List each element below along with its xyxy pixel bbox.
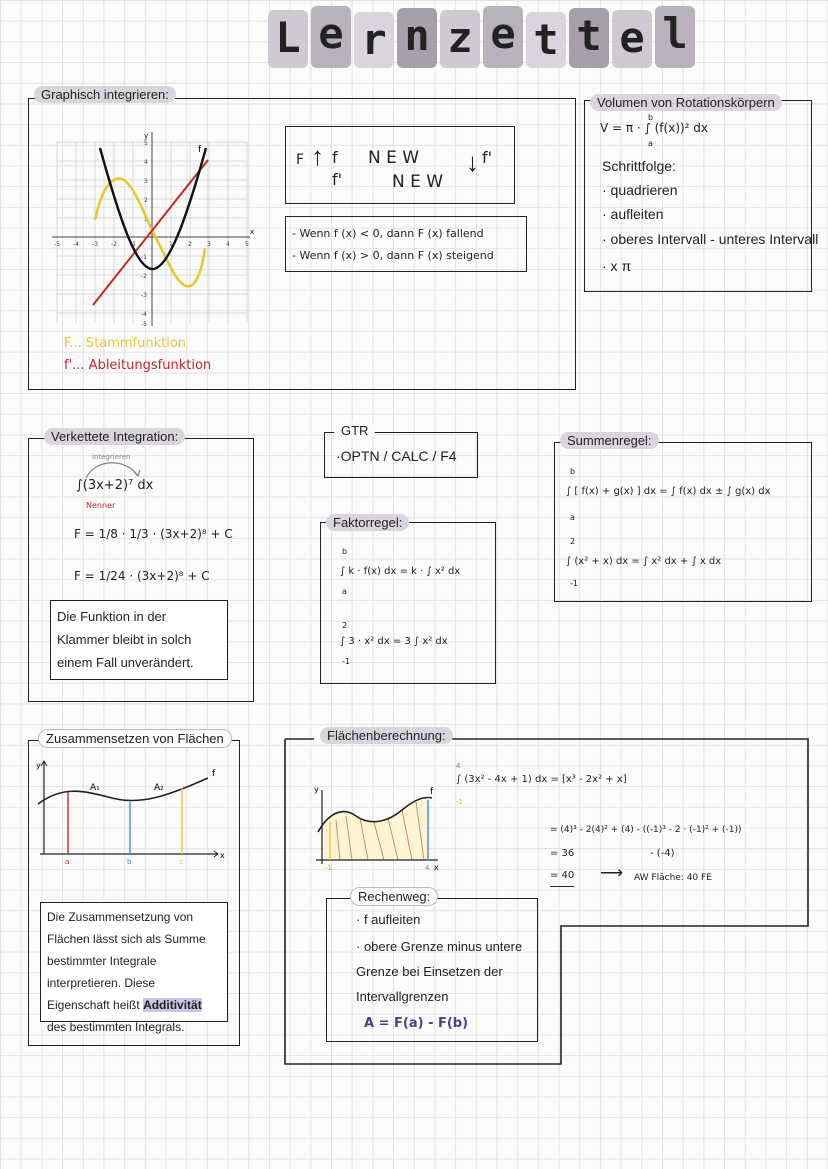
note-text-1: Die Zusammensetzung von Flächen lässt sich als Summe bestimmter Integrale interpretieren. Diese Eigenschaft heißt <box>47 910 206 1012</box>
page-title <box>268 6 695 68</box>
compose-x-label: x <box>220 851 225 860</box>
note-text-2: des bestimmten Integrals. <box>47 1020 185 1034</box>
gtr-text: ·OPTN / CALC / F4 <box>336 448 457 464</box>
new-word-2: N E W <box>392 172 444 192</box>
arrow-up-icon: ↑ <box>311 141 324 171</box>
calc-upper-label: 4 <box>425 864 430 872</box>
x-tick: -5 <box>54 241 60 248</box>
title-letter: e <box>483 6 523 68</box>
calc-integral-upper: 4 <box>456 762 461 770</box>
title-letter: l <box>655 6 695 68</box>
y-axis-label: y <box>144 132 149 140</box>
volume-step: · oberes Intervall - unteres Intervall <box>602 231 819 247</box>
note-highlight: Additivität <box>143 998 202 1012</box>
calc-y-label: y <box>314 785 319 794</box>
function-graph <box>50 130 268 330</box>
x-tick: -2 <box>111 241 117 248</box>
x-tick: -3 <box>92 241 98 248</box>
area-calc-label: Flächenberechnung: <box>320 727 453 744</box>
calc-eval-2a: = 36 <box>550 848 575 859</box>
x-tick: 1 <box>169 241 173 248</box>
chain-line-2: F = 1/24 · (3x+2)⁸ + C <box>74 569 210 583</box>
sum-bound-upper-1: b <box>570 467 576 476</box>
gtr-label: GTR <box>334 422 375 439</box>
volume-section-label: Volumen von Rotationskörpern <box>590 94 782 111</box>
volume-bound-upper: b <box>648 113 654 122</box>
sum-bound-upper-2: 2 <box>570 537 576 546</box>
x-tick: 2 <box>188 241 192 248</box>
arrow-down-icon: ↓ <box>466 147 479 177</box>
y-tick: -5 <box>141 321 147 328</box>
chain-section-label: Verkettete Integration: <box>44 428 185 445</box>
volume-formula: V = π · ∫ (f(x))² dx <box>600 121 709 135</box>
sum-line-1: ∫ [ f(x) + g(x) ] dx = ∫ f(x) dx ± ∫ g(x) dx <box>566 486 771 497</box>
new-word-1: N E W <box>368 148 420 168</box>
calc-integral: ∫ (3x² - 4x + 1) dx = [x³ - 2x² + x] <box>456 774 627 785</box>
calc-eval-3: = 40 <box>550 866 574 887</box>
sum-bound-lower-2: -1 <box>570 579 578 588</box>
compose-a2-label: A₂ <box>154 783 164 793</box>
volume-step: · x π <box>602 258 632 274</box>
y-tick: -2 <box>141 273 147 280</box>
chain-arc-label: integrieren <box>92 453 131 461</box>
rule-fallend: - Wenn f (x) < 0, dann F (x) fallend <box>292 227 484 240</box>
title-letter: t <box>569 8 609 68</box>
factor-line-1: ∫ k · f(x) dx = k · ∫ x² dx <box>340 566 461 577</box>
legend-stammfunktion: F... Stammfunktion <box>64 336 187 351</box>
sum-bound-lower-1: a <box>570 513 575 522</box>
y-tick: 2 <box>144 197 148 204</box>
title-letter: e <box>612 10 652 68</box>
calc-x-label: x <box>434 863 439 872</box>
x-axis-label: x <box>250 228 255 236</box>
new-fprime-label: f' <box>332 170 343 189</box>
y-tick: 3 <box>144 178 148 185</box>
new-f-label: f <box>332 148 338 167</box>
legend-ableitungsfunktion: f'... Ableitungsfunktion <box>64 358 212 373</box>
factor-bound-upper-1: b <box>342 547 348 556</box>
rechenweg-step: · f aufleiten <box>356 912 421 927</box>
x-tick: 5 <box>245 241 249 248</box>
x-tick: -1 <box>130 241 136 248</box>
factor-bound-upper-2: 2 <box>342 621 348 630</box>
volume-step: · aufleiten <box>602 206 664 222</box>
calc-eval-1: = (4)³ - 2(4)² + (4) - ((-1)³ - 2 · (-1)² + (-1)) <box>550 825 742 835</box>
calc-curve-label: f <box>430 787 434 797</box>
area-compose-label: Zusammensetzen von Flächen <box>38 729 232 748</box>
compose-pt-a: a <box>65 858 70 866</box>
y-tick: 4 <box>144 159 148 166</box>
calc-eval-2b: - (-4) <box>650 848 675 859</box>
compose-pt-c: c <box>179 858 183 866</box>
volume-steps-title: Schrittfolge: <box>602 158 676 174</box>
calc-answer: AW Fläche: 40 FE <box>634 873 712 883</box>
chain-bottom-label: Nenner <box>86 501 116 510</box>
arrow-right-icon: ⟶ <box>600 865 623 882</box>
rechenweg-label: Rechenweg: <box>350 887 438 906</box>
calc-integral-lower: -1 <box>456 798 463 806</box>
chain-note: Die Funktion in der Klammer bleibt in solch einem Fall unverändert. <box>50 600 228 680</box>
new-F-label: F <box>296 152 305 168</box>
compose-pt-b: b <box>127 858 132 866</box>
title-letter: e <box>311 6 351 68</box>
y-tick: -4 <box>141 311 147 318</box>
title-letter: n <box>397 8 437 68</box>
volume-step: · quadrieren <box>602 182 678 198</box>
calc-lower-label: -1 <box>325 864 332 872</box>
x-tick: 4 <box>226 241 230 248</box>
compose-a1-label: A₁ <box>90 783 100 793</box>
rechenweg-formula: A = F(a) - F(b) <box>364 1016 469 1031</box>
y-tick: -3 <box>141 292 147 299</box>
factor-line-2: ∫ 3 · x² dx = 3 ∫ x² dx <box>340 636 448 647</box>
title-letter: L <box>268 10 308 68</box>
x-tick: -4 <box>73 241 79 248</box>
title-letter: t <box>526 12 566 68</box>
volume-bound-lower: a <box>648 139 653 148</box>
factor-bound-lower-1: a <box>342 587 347 596</box>
chain-expression: ∫(3x+2)⁷ dx <box>76 478 154 493</box>
title-letter: r <box>354 12 394 68</box>
sum-section-box <box>554 442 812 602</box>
y-tick: 5 <box>144 140 148 147</box>
y-tick: -1 <box>141 254 147 261</box>
new-right-fprime: f' <box>482 148 493 167</box>
y-tick: 1 <box>144 216 148 223</box>
f-curve-label: f <box>198 145 202 155</box>
factor-bound-lower-2: -1 <box>342 657 350 666</box>
chain-line-1: F = 1/8 · 1/3 · (3x+2)⁸ + C <box>74 527 233 541</box>
rule-steigend: - Wenn f (x) > 0, dann F (x) steigend <box>292 249 494 262</box>
compose-curve-label: f <box>212 769 216 779</box>
rechenweg-step: · obere Grenze minus untere Grenze bei Einsetzen der Intervallgrenzen <box>356 939 523 1004</box>
area-compose-note <box>40 902 228 1034</box>
area-compose-graph <box>32 756 232 868</box>
sum-section-label: Summenregel: <box>560 432 659 449</box>
sum-line-2: ∫ (x² + x) dx = ∫ x² dx + ∫ x dx <box>566 556 722 567</box>
graph-section-label: Graphisch integrieren: <box>34 86 176 103</box>
compose-y-label: y <box>36 761 41 770</box>
title-letter: z <box>440 10 480 68</box>
area-calc-graph <box>312 780 442 876</box>
factor-section-label: Faktorregel: <box>326 514 409 531</box>
x-tick: 3 <box>207 241 211 248</box>
